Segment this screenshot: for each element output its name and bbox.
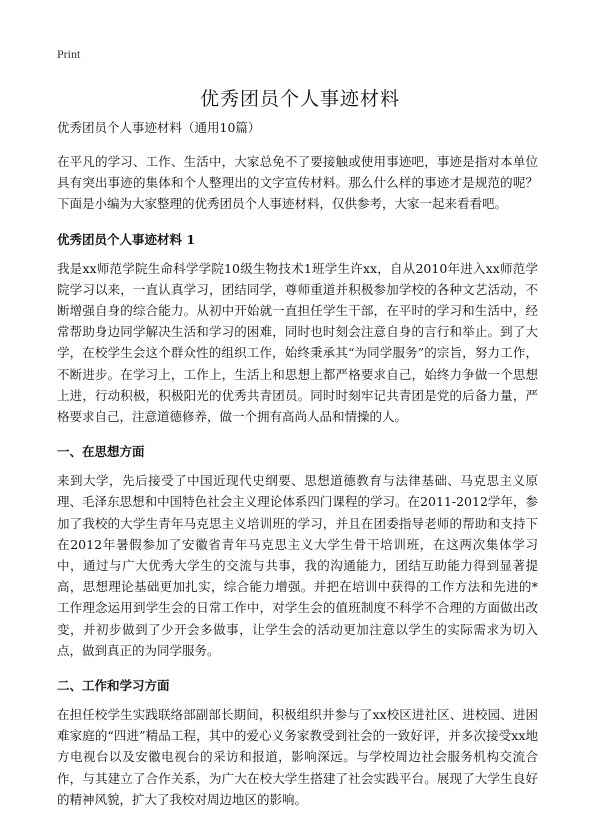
- work-study-paragraph: 在担任校学生实践联络部副部长期间，积极组织并参与了xx校区进社区、进校园、进困难家庭的“四进”精品工程，其中的爱心义务家教受到社会的一致好评，并多次接受xx地方电视台以及安徽电视台的采访和报道，影响深远。与学校周边社会服务机构交流合作，与其建立了合作关系，为广大在校大学生搭建了社会实践平台。展现了大学生良好的精神风貌，扩大了我校对周边地区的影响。: [57, 707, 538, 807]
- document-subtitle: 优秀团员个人事迹材料（通用10篇）: [57, 120, 261, 135]
- intro-paragraph: 在平凡的学习、工作、生活中，大家总免不了要接触或使用事迹吧，事迹是指对本单位具有突出事迹的集体和个人整理出的文字宣传材料。那么什么样的事迹才是规范的呢？下面是小编为大家整理的优秀团员个人事迹材料，仅供参考，大家一起来看看吧。: [57, 154, 538, 212]
- thought-paragraph: 来到大学，先后接受了中国近现代史纲要、思想道德教育与法律基础、马克思主义原理、毛泽东思想和中国特色社会主义理论体系四门课程的学习。在2011-2012学年，参加了我校的大学生青年马克思主义培训班的学习，并且在团委指导老师的帮助和支持下在2012年暑假参加了安徽省青年马克思主义大学生骨干培训班，在这两次集体学习中，通过与广大优秀大学生的交流与共事，我的沟通能力，团结互助能力得到显著提高，思想理论基础更加扎实，综合能力增强。并把在培训中获得的工作方法和先进的*工作理念运用到学生会的日常工作中，对学生会的值班制度不科学不合理的方面做出改变，并初步做到了少开会多做事，让学生会的活动更加注意以学生的实际需求为切入点，做到真正的为同学服务。: [57, 473, 538, 658]
- heading-work-study: 二、工作和学习方面: [57, 678, 170, 694]
- section-1-paragraph: 我是xx师范学院生命科学学院10级生物技术1班学生许xx，自从2010年进入xx师范学院学习以来，一直认真学习，团结同学，尊师重道并积极参加学校的各种文艺活动，不断增强自身的综合能力。从初中开始就一直担任学生干部，在平时的学习和生活中，经常帮助身边同学解决生活和学习的困难，同时也时刻会注意自身的言行和举止。到了大学，在校学生会这个群众性的组织工作，始终秉承其“为同学服务”的宗旨，努力工作，不断进步。在学习上，工作上，生活上和思想上都严格要求自己，始终力争做一个思想上进，行动积极，积极阳光的优秀共青团员。同时时刻牢记共青团是党的后备力量，严格要求自己，注意道德修养，做一个拥有高尚人品和情操的人。: [57, 260, 538, 425]
- section-heading-1: 优秀团员个人事迹材料 1: [57, 231, 196, 247]
- document-body: [57, 117, 538, 824]
- heading-thought: 一、在思想方面: [57, 444, 145, 460]
- print-link[interactable]: Print: [57, 47, 81, 61]
- document-title: 优秀团员个人事迹材料: [199, 88, 400, 110]
